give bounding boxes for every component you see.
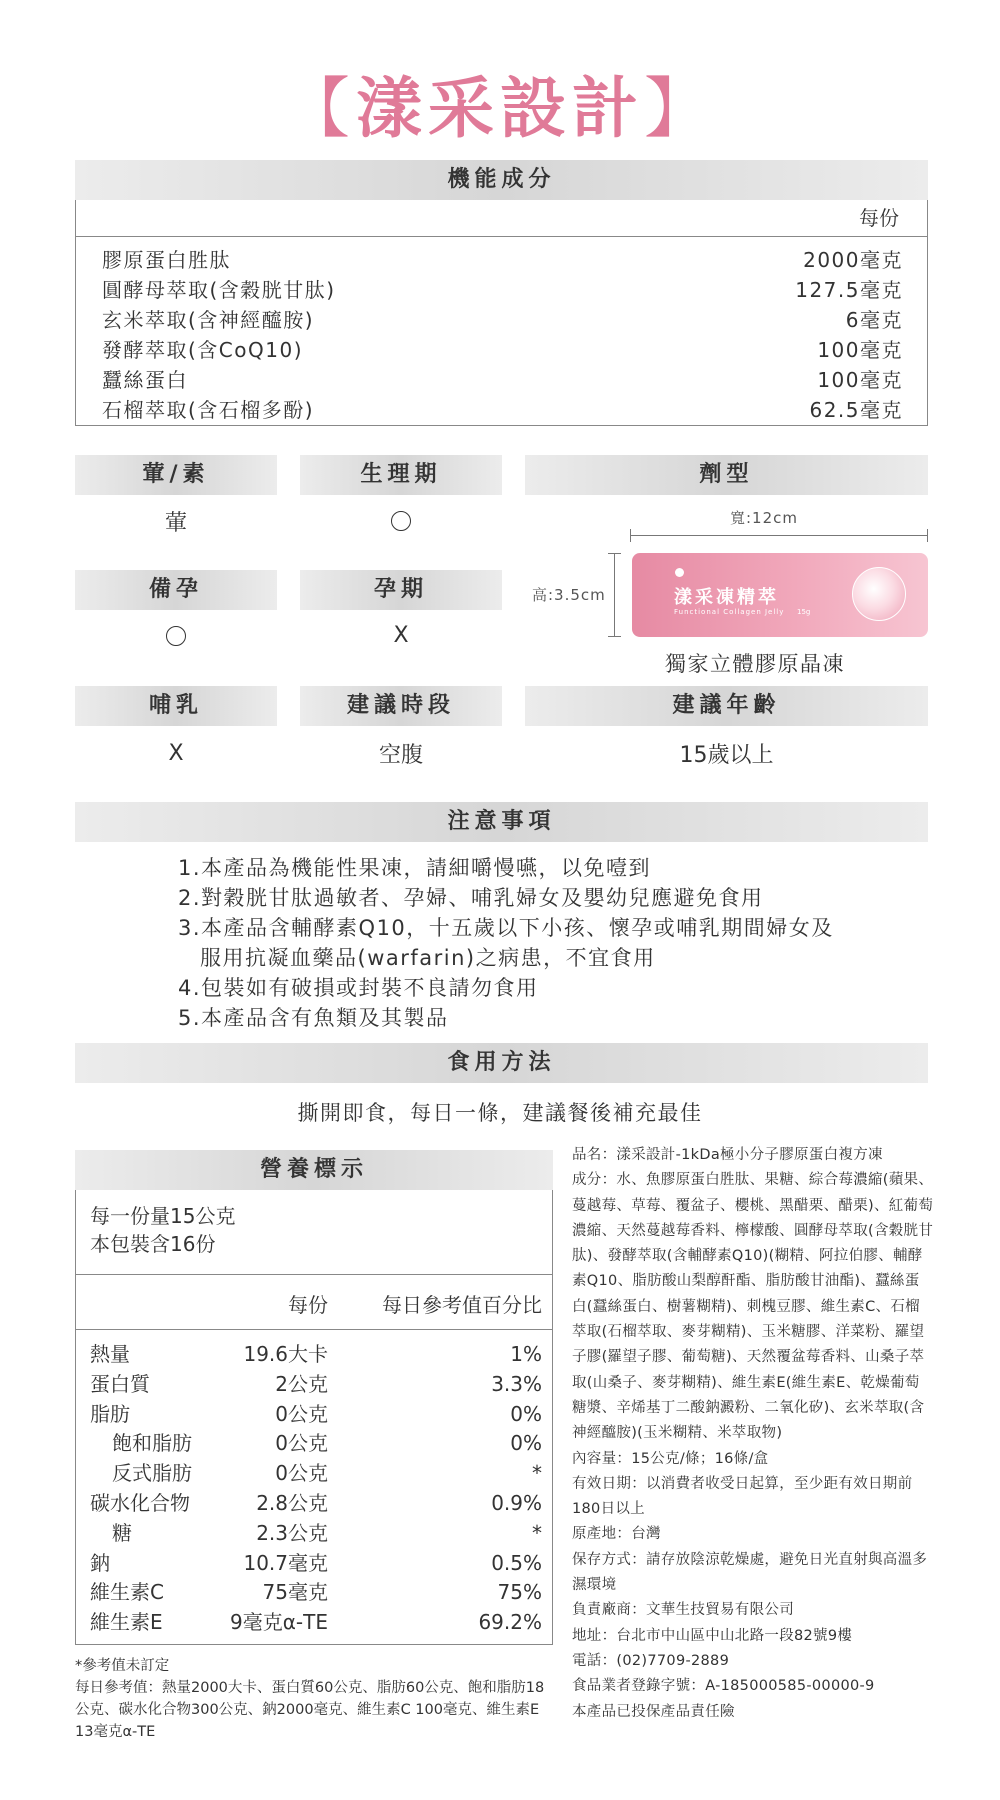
nutrient-name: 反式脂肪: [112, 1461, 192, 1486]
footnote-star: *參考值未訂定: [75, 1658, 170, 1674]
nutrition-row: [76, 1340, 552, 1370]
form-header: 劑型: [525, 455, 928, 495]
age-value: 15歲以上: [679, 743, 774, 768]
ingredient-amount: 100毫克: [817, 368, 903, 392]
height-line: [614, 553, 615, 637]
nutrient-daily-value: *: [532, 1520, 542, 1545]
functional-row: [102, 245, 903, 275]
functional-row: [102, 275, 903, 305]
nutrient-value: 75毫克: [262, 1580, 328, 1605]
servings-per-pack: 本包裝含16份: [90, 1232, 216, 1256]
serving-size: 每一份量15公克: [90, 1204, 236, 1228]
height-tick-bottom: [608, 636, 621, 637]
ingredient-name: 圓酵母萃取(含穀胱甘肽): [102, 278, 336, 302]
note-item: 1.本產品為機能性果凍，請細嚼慢嚥，以免噎到: [178, 856, 652, 880]
nutrient-name: 鈉: [90, 1550, 110, 1575]
yes-circle-icon: [166, 626, 186, 646]
nutrient-name: 脂肪: [90, 1401, 130, 1426]
nutrition-row: [76, 1578, 552, 1608]
nutrient-daily-value: 1%: [510, 1342, 542, 1366]
footnote-reference: 每日參考值：熱量2000大卡、蛋白質60公克、脂肪60公克、飽和脂肪18公克、碳水化合物300公克、鈉2000毫克、維生素C 100毫克、維生素E 13毫克α-TE: [75, 1680, 545, 1740]
note-item: 3.本產品含輔酵素Q10，十五歲以下小孩、懷孕或哺乳期間婦女及: [178, 916, 834, 940]
functional-row: [102, 365, 903, 395]
ingredient-name: 發酵萃取(含CoQ10): [102, 338, 303, 362]
nutrient-daily-value: 0%: [510, 1401, 542, 1426]
nutrition-footnote: [75, 1655, 555, 1743]
jelly-ball-icon: [852, 567, 906, 621]
note-item: 2.對穀胱甘肽過敏者、孕婦、哺乳婦女及嬰幼兒應避免食用: [178, 886, 764, 910]
ingredient-amount: 2000毫克: [803, 248, 903, 272]
product-info-line: 有效日期：以消費者收受日起算，至少距有效日期前180日以上: [572, 1475, 913, 1518]
period-header: 生理期: [300, 455, 502, 495]
age-header: 建議年齡: [525, 686, 928, 726]
nutrient-daily-value: *: [532, 1461, 542, 1486]
functional-rows: [76, 237, 927, 425]
height-tick-top: [608, 553, 621, 554]
brand-title: [0, 55, 1000, 150]
functional-column-header: 每份: [76, 200, 927, 237]
nutrient-daily-value: 3.3%: [491, 1371, 542, 1396]
timing-header: 建議時段: [300, 686, 502, 726]
nutrient-name: 維生素C: [90, 1580, 164, 1605]
product-info-line: 負責廠商：文華生技貿易有限公司: [572, 1602, 794, 1619]
nutrient-name: 維生素E: [90, 1610, 163, 1635]
ingredient-name: 石榴萃取(含石榴多酚): [102, 398, 315, 422]
product-info-line: 內容量：15公克/條；16條/盒: [572, 1450, 769, 1467]
note-item: 5.本產品含有魚類及其製品: [178, 1006, 449, 1030]
nutrient-daily-value: 0.5%: [491, 1550, 542, 1575]
nutrition-row: [76, 1519, 552, 1549]
pre-pregnancy-header: 備孕: [75, 570, 277, 610]
nutrient-value: 0公克: [275, 1431, 328, 1456]
nutrient-name: 蛋白質: [90, 1371, 150, 1396]
breastfeeding-value: X: [168, 741, 184, 766]
ingredient-amount: 127.5毫克: [795, 278, 903, 302]
pregnancy-value: X: [393, 623, 409, 648]
nutrient-value: 19.6大卡: [243, 1342, 328, 1366]
nutrient-name: 糖: [112, 1520, 132, 1545]
ingredient-amount: 100毫克: [817, 338, 903, 362]
daily-value-column: 每日參考值百分比: [382, 1293, 542, 1317]
functional-row: [102, 335, 903, 365]
width-tick-right: [927, 529, 928, 542]
nutrition-table: [75, 1190, 553, 1645]
nutrient-name: 飽和脂肪: [112, 1431, 192, 1456]
form-caption: 獨家立體膠原晶凍: [665, 652, 845, 676]
product-info: [572, 1143, 934, 1725]
nutrient-name: 熱量: [90, 1342, 130, 1366]
nutrient-value: 2.8公克: [256, 1490, 328, 1515]
product-info-line: 原產地：台灣: [572, 1526, 661, 1543]
usage-header: 食用方法: [75, 1043, 928, 1083]
breastfeeding-header: 哺乳: [75, 686, 277, 726]
functional-header: 機能成分: [75, 160, 928, 200]
title-bracket-close: 】: [644, 70, 716, 147]
notes-header: 注意事項: [75, 802, 928, 842]
ingredient-amount: 62.5毫克: [809, 398, 903, 422]
usage-text: 撕開即食，每日一條，建議餐後補充最佳: [297, 1101, 703, 1125]
product-info-line: 保存方式：請存放陰涼乾燥處，避免日光直射與高溫多濕環境: [572, 1551, 928, 1594]
ingredient-amount: 6毫克: [845, 308, 903, 332]
nutrient-value: 10.7毫克: [243, 1550, 328, 1575]
diet-value: 葷: [164, 511, 187, 536]
nutrition-serving: [76, 1190, 552, 1275]
nutrient-daily-value: 75%: [497, 1580, 542, 1605]
package-subtitle: Functional Collagen Jelly: [674, 608, 785, 616]
ingredient-name: 蠶絲蛋白: [102, 368, 188, 392]
pre-pregnancy-value: [75, 623, 277, 648]
product-info-line: 本產品已投保產品責任險: [572, 1703, 735, 1720]
height-label: 高:3.5cm: [532, 586, 606, 604]
note-item: 服用抗凝血藥品(warfarin)之病患，不宜食用: [200, 946, 656, 970]
nutrition-row: [76, 1400, 552, 1430]
nutrient-daily-value: 0.9%: [491, 1490, 542, 1515]
nutrient-value: 0公克: [275, 1461, 328, 1486]
functional-row: [102, 395, 903, 425]
nutrient-daily-value: 0%: [510, 1431, 542, 1456]
functional-table: [75, 200, 928, 426]
product-info-line: 地址：台北市中山區中山北路一段82號9樓: [572, 1627, 853, 1644]
pregnancy-header: 孕期: [300, 570, 502, 610]
notes-list: [178, 853, 834, 1033]
product-info-line: 品名：漾采設計-1kDa極小分子膠原蛋白複方凍: [572, 1147, 883, 1163]
nutrition-row: [76, 1549, 552, 1579]
title-text: 漾采設計: [356, 69, 644, 147]
width-tick-left: [630, 529, 631, 542]
package-name: 漾采凍精萃: [674, 587, 779, 608]
product-info-line: 食品業者登錄字號：A-185000585-00000-9: [572, 1678, 875, 1695]
nutrient-value: 2.3公克: [256, 1520, 328, 1545]
brand-logo-icon: [675, 568, 684, 577]
product-info-line: 電話：(02)7709-2889: [572, 1652, 730, 1669]
nutrient-name: 碳水化合物: [90, 1490, 190, 1515]
yes-circle-icon: [391, 511, 411, 531]
nutrition-rows: [76, 1330, 552, 1638]
period-value: [300, 508, 502, 533]
timing-value: 空腹: [378, 743, 423, 768]
nutrient-daily-value: 69.2%: [478, 1610, 542, 1635]
note-item: 4.包裝如有破損或封裝不良請勿食用: [178, 976, 539, 1000]
nutrition-row: [76, 1608, 552, 1638]
package-weight: 15g: [797, 608, 811, 616]
title-bracket-open: 【: [284, 70, 356, 147]
nutrition-header: 營養標示: [75, 1150, 553, 1190]
jelly-stick-package: [632, 553, 928, 637]
ingredient-name: 膠原蛋白胜肽: [102, 248, 231, 272]
nutrient-value: 0公克: [275, 1401, 328, 1426]
nutrition-row: [76, 1489, 552, 1519]
diet-header: 葷/素: [75, 455, 277, 495]
functional-row: [102, 305, 903, 335]
ingredient-name: 玄米萃取(含神經醯胺): [102, 308, 315, 332]
product-info-line: 成分：水、魚膠原蛋白胜肽、果糖、綜合莓濃縮(蘋果、蔓越莓、草莓、覆盆子、櫻桃、黑醋栗、醋栗)、紅葡萄濃縮、天然蔓越莓香料、檸檬酸、圓酵母萃取(含穀胱甘肽)、發酵萃取(含輔酵素Q10)(糊精、阿拉伯膠、輔酵素Q10、脂肪酸山梨醇酐酯、脂肪酸甘油酯)、蠶絲蛋白(蠶絲蛋白、樹薯糊精)、刺槐豆膠、維生素C、石榴萃取(石榴萃取、麥芽糊精)、玉米糖膠、洋菜粉、羅望子膠(羅望子膠、葡萄糖)、天然覆盆莓香料、山桑子萃取(山桑子、麥芽糊精)、維生素E(維生素E、乾燥葡萄糖漿、辛烯基丁二酸鈉澱粉、二氧化矽)、玄米萃取(含神經醯胺)(玉米糊精、米萃取物): [572, 1172, 934, 1442]
width-line: [630, 535, 928, 536]
nutrient-value: 2公克: [275, 1371, 328, 1396]
width-label: 寬:12cm: [730, 509, 798, 527]
nutrition-row: [76, 1370, 552, 1400]
nutrition-column-headers: [76, 1275, 552, 1330]
per-serving-column: 每份: [288, 1293, 328, 1317]
nutrition-row: [76, 1459, 552, 1489]
nutrient-value: 9毫克α-TE: [230, 1610, 328, 1635]
nutrition-row: [76, 1429, 552, 1459]
